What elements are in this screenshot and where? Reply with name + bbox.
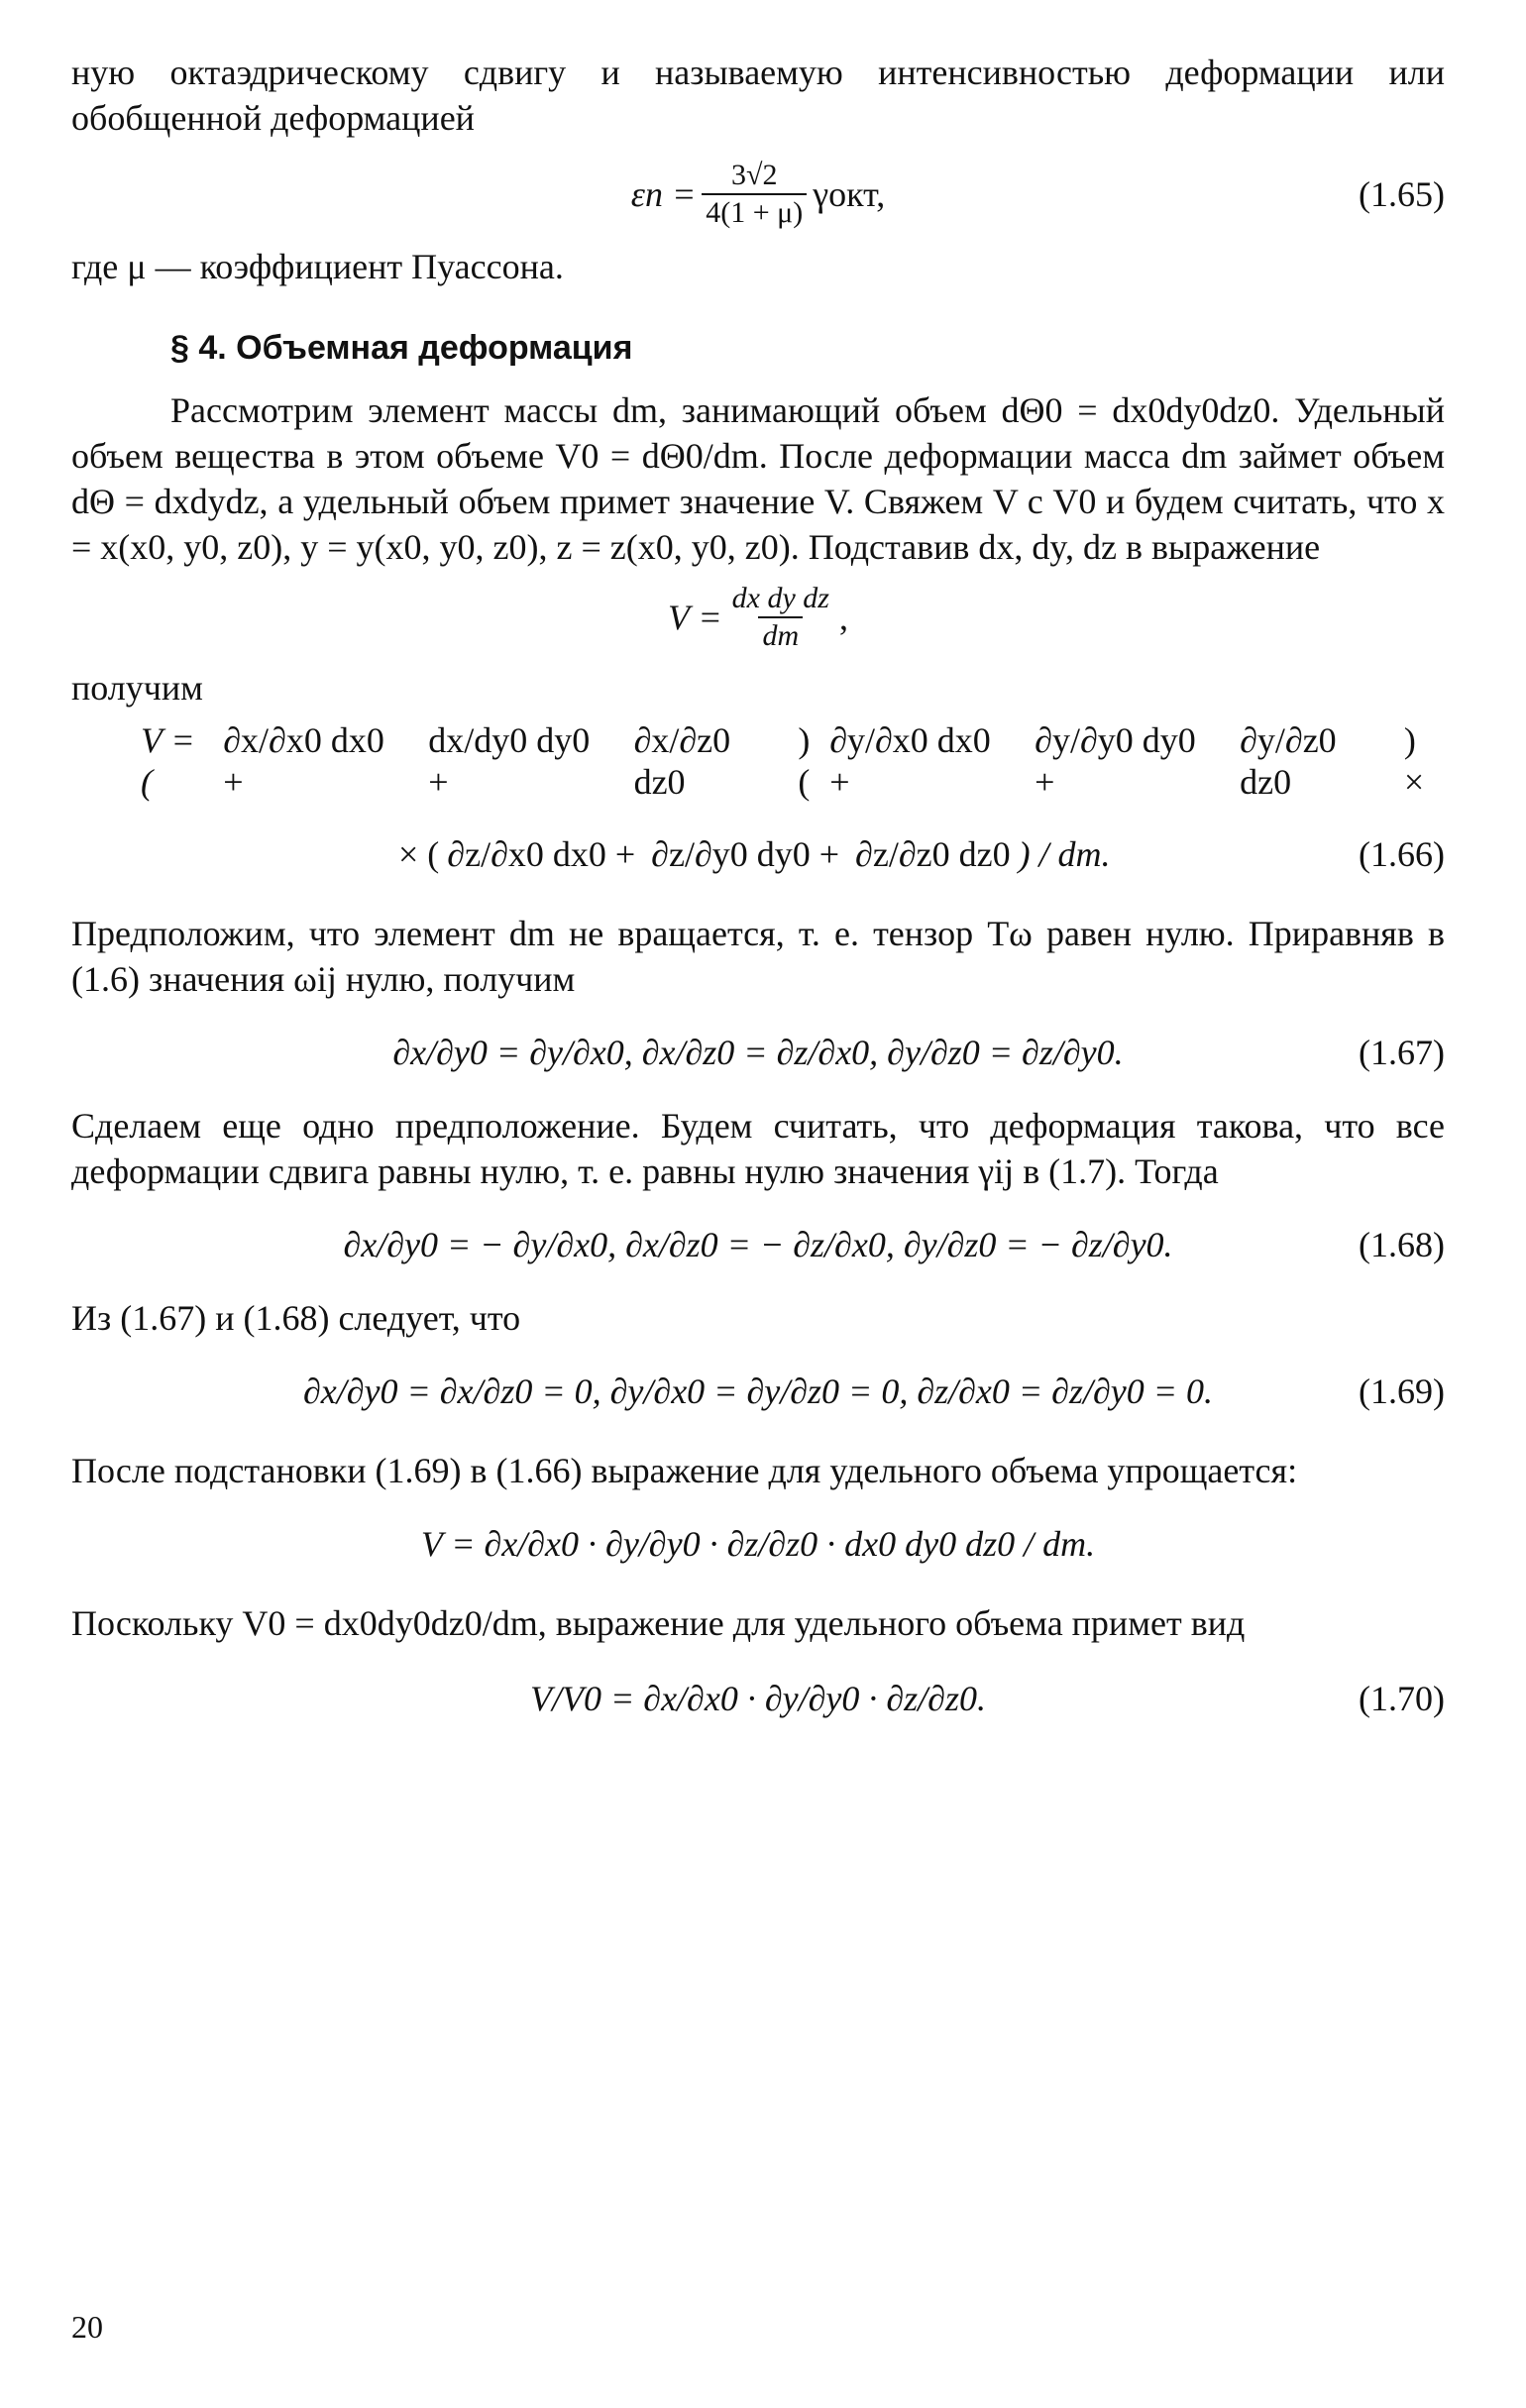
eqV-lhs: V = [668, 598, 722, 637]
eqV-num: dx dy dz [731, 582, 829, 614]
equation-1-66-line1 [71, 718, 1445, 804]
eq165-label: (1.65) [1359, 174, 1445, 214]
eq166-l1-7: ∂y/∂z0 dz0 [1240, 720, 1337, 802]
eq166-l1-4: )( [798, 720, 811, 802]
equation-1-67 [71, 1010, 1445, 1095]
equation-1-70 [71, 1654, 1445, 1743]
equation-1-68 [71, 1202, 1445, 1287]
eq165-lhs: εn = [630, 174, 697, 214]
eq166-l1-8: ) × [1403, 720, 1425, 802]
equation-V-simplified [71, 1501, 1445, 1587]
eq165-num: 3√2 [731, 159, 778, 191]
eq166-l1-6: ∂y/∂y0 dy0 + [1035, 720, 1196, 802]
page-number: 20 [71, 2309, 103, 2345]
section-heading: § 4. Объемная деформация [170, 329, 633, 367]
eq166-l1-2: dx/dy0 dy0 + [428, 720, 591, 802]
equation-1-65 [71, 155, 1445, 234]
eqV-fraction [728, 581, 833, 654]
paragraph-2: где μ — коэффициент Пуассона. [71, 247, 564, 286]
paragraph-6: Сделаем еще одно предположение. Будем считать, что деформация такова, что все деформации сдвига равны нулю, т. е. равны нулю значения γij в (1.7). Тогда [71, 1106, 1445, 1191]
eq170-label: (1.70) [1359, 1679, 1445, 1718]
paragraph-8: После подстановки (1.69) в (1.66) выражение для удельного объема упрощается: [71, 1451, 1298, 1490]
eq166-l2-3: ∂z/∂z0 dz0 [855, 834, 1011, 874]
equation-V [71, 578, 1445, 657]
eq166-l2-0: × ( [398, 834, 440, 874]
eqV-den: dm [758, 616, 803, 654]
eqV2-text: V = ∂x/∂x0 · ∂y/∂y0 · ∂z/∂z0 · dx0 dy0 dz0 / dm. [420, 1524, 1096, 1564]
eq167-label: (1.67) [1359, 1033, 1445, 1072]
equation-1-69 [71, 1349, 1445, 1434]
eq166-l2-2: ∂z/∂y0 dy0 + [651, 834, 840, 874]
paragraph-7: Из (1.67) и (1.68) следует, что [71, 1298, 521, 1338]
eq166-l1-5: ∂y/∂x0 dx0 + [829, 720, 991, 802]
eq168-text: ∂x/∂y0 = − ∂y/∂x0, ∂x/∂z0 = − ∂z/∂x0, ∂y/∂z0 = − ∂z/∂y0. [343, 1225, 1173, 1264]
eq165-rhs: γокт, [813, 174, 886, 214]
paragraph-1: ную октаэдрическому сдвигу и называемую интенсивностью деформации или обобщенной деформацией [71, 53, 1445, 138]
eq169-label: (1.69) [1359, 1371, 1445, 1411]
page-content [71, 50, 1445, 1751]
eq165-den: 4(1 + μ) [702, 193, 807, 231]
eq166-l1-0: V = ( [141, 720, 195, 802]
eq168-label: (1.68) [1359, 1225, 1445, 1264]
eq166-l1-1: ∂x/∂x0 dx0 + [223, 720, 384, 802]
eq166-l2-1: ∂z/∂x0 dx0 + [447, 834, 636, 874]
eq167-text: ∂x/∂y0 = ∂y/∂x0, ∂x/∂z0 = ∂z/∂x0, ∂y/∂z0 = ∂z/∂y0. [392, 1033, 1124, 1072]
eq170-text: V/V0 = ∂x/∂x0 · ∂y/∂y0 · ∂z/∂z0. [530, 1679, 986, 1718]
eq166-l2-4: ) / dm. [1018, 834, 1111, 874]
eq169-text: ∂x/∂y0 = ∂x/∂z0 = 0, ∂y/∂x0 = ∂y/∂z0 = 0, ∂z/∂x0 = ∂z/∂y0 = 0. [302, 1371, 1214, 1411]
eq166-label: (1.66) [1359, 834, 1445, 874]
eq166-l1-3: ∂x/∂z0 dz0 [633, 720, 731, 802]
eqV-tail: , [838, 598, 848, 637]
paragraph-3: Рассмотрим элемент массы dm, занимающий объем dΘ0 = dx0dy0dz0. Удельный объем вещества в этом объеме V0 = dΘ0/dm. После деформации масса dm займет объем dΘ = dxdydz, а удельный объем примет значение V. Свяжем V с V0 и будем считать, что x = x(x0, y0, z0), y = y(x0, y0, z0), z = z(x0, y0, z0). Подставив dx, dy, dz в выражение [71, 390, 1445, 567]
eq165-fraction [702, 158, 807, 231]
equation-1-66-line2 [71, 812, 1445, 897]
paragraph-5: Предположим, что элемент dm не вращается, т. е. тензор Tω равен нулю. Приравняв в (1.6) значения ωij нулю, получим [71, 914, 1445, 999]
paragraph-9: Поскольку V0 = dx0dy0dz0/dm, выражение для удельного объема примет вид [71, 1603, 1246, 1643]
paragraph-4: получим [71, 668, 203, 708]
